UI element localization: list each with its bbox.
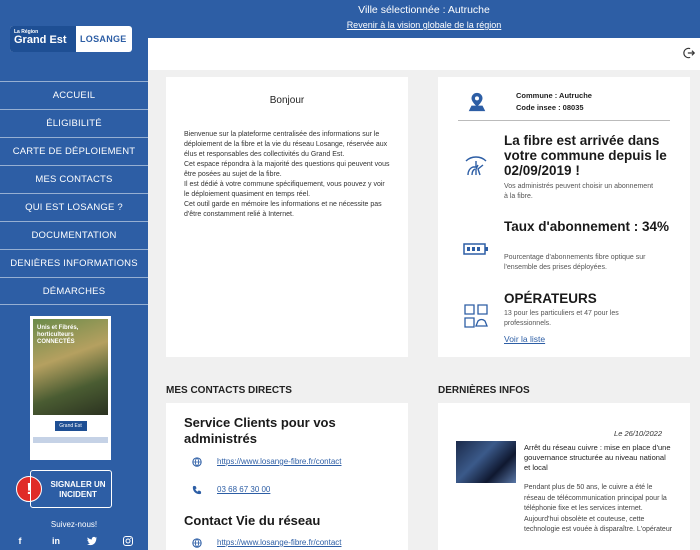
news-image[interactable] <box>456 441 516 483</box>
service-clients-title: Service Clients pour vos administrés <box>184 415 336 446</box>
nav-documentation[interactable]: DOCUMENTATION <box>0 221 148 249</box>
top-bar <box>148 0 700 38</box>
commune-insee: Code insee : 08035 <box>516 103 584 112</box>
facebook-icon[interactable]: f <box>18 536 22 546</box>
poster-caption: Unis et Fibrés, horticulteurs CONNECTÉS <box>37 325 79 345</box>
instagram-icon[interactable] <box>122 535 134 547</box>
network-contact-title: Contact Vie du réseau <box>184 513 321 528</box>
subscription-rate-subtitle: Pourcentage d'abonnements fibre optique sur l'ensemble des prises déployées. <box>504 254 646 271</box>
sub-bar <box>148 38 700 70</box>
nav-mes-contacts[interactable]: MES CONTACTS <box>0 165 148 193</box>
follow-label: Suivez-nous! <box>50 520 98 529</box>
nav-eligibilite[interactable]: ÉLIGIBILITÉ <box>0 109 148 137</box>
news-date: Le 26/10/2022 <box>614 429 662 438</box>
losange-logo: LOSANGE <box>80 34 127 44</box>
commune-name: Commune : Autruche <box>516 91 592 100</box>
phone-icon <box>192 485 202 495</box>
logout-icon[interactable] <box>682 46 696 60</box>
globe-icon <box>192 457 202 467</box>
main-nav <box>0 81 148 305</box>
service-clients-link[interactable]: https://www.losange-fibre.fr/contact <box>217 457 342 466</box>
report-incident-button[interactable]: SIGNALER UN INCIDENT <box>30 470 112 508</box>
fibre-arrival-subtitle: Vos administrés peuvent choisir un abonnement à la fibre. <box>504 183 654 200</box>
map-pin-icon <box>466 91 488 113</box>
twitter-icon[interactable] <box>86 535 98 547</box>
fibre-hand-icon <box>462 153 490 181</box>
service-clients-phone[interactable]: 03 68 67 30 00 <box>217 485 271 494</box>
campaign-poster[interactable] <box>30 316 111 460</box>
commune-header <box>458 87 670 121</box>
news-card <box>438 403 690 550</box>
nav-demarches[interactable]: DÉMARCHES <box>0 277 148 305</box>
news-body: Pendant plus de 50 ans, le cuivre a été le réseau de télécommunication principal pour la téléphonie fixe et les services internet. Aujourd'hui obsolète et couteuse, cette technologie est vouée à disparaître. L'opérateur <box>524 484 673 533</box>
social-links <box>14 535 134 547</box>
welcome-title: Bonjour <box>269 95 305 106</box>
welcome-paragraph: Il est dédié à votre commune spécifiquement, vous pouvez y voir le déploiement quasiment en temps réel. <box>184 181 385 198</box>
nav-carte-deploiement[interactable]: CARTE DE DÉPLOIEMENT <box>0 137 148 165</box>
poster-brand: Grand Est <box>55 421 87 431</box>
operators-subtitle: 13 pour les particuliers et 47 pour les professionnels. <box>504 310 619 327</box>
welcome-card <box>166 77 408 357</box>
grand-est-logo <box>10 26 76 52</box>
news-title[interactable]: Arrêt du réseau cuivre : mise en place d'une gouvernance structurée au niveau national et local <box>524 443 671 472</box>
welcome-paragraph: Cet outil garde en mémoire les informations et ne nécessite pas d'être constamment relié à Internet. <box>184 201 382 218</box>
fibre-arrival-title: La fibre est arrivée dans votre commune depuis le 02/09/2019 ! <box>504 133 667 178</box>
logo[interactable] <box>10 26 132 52</box>
nav-dernieres-informations[interactable]: DENIÈRES INFORMATIONS <box>0 249 148 277</box>
linkedin-icon[interactable]: in <box>52 536 60 546</box>
selected-city: Ville sélectionnée : Autruche <box>358 4 490 16</box>
news-section-title: DERNIÈRES INFOS <box>438 385 530 396</box>
globe-icon <box>192 538 202 548</box>
logo-region-small: La Région <box>14 29 39 35</box>
network-contact-link[interactable]: https://www.losange-fibre.fr/contact <box>217 538 342 547</box>
operators-list-link[interactable]: Voir la liste <box>504 334 546 344</box>
contacts-card <box>166 403 408 550</box>
nav-qui-est-losange[interactable]: QUI EST LOSANGE ? <box>0 193 148 221</box>
sidebar <box>0 0 148 550</box>
poster-image <box>33 319 108 415</box>
poster-footer <box>33 437 108 443</box>
back-to-region-link[interactable]: Revenir à la vision globale de la région <box>346 20 502 30</box>
nav-accueil[interactable]: ACCUEIL <box>0 81 148 109</box>
welcome-paragraph: Bienvenue sur la plateforme centralisée des informations sur le déploiement de la fibre et la vie du réseau Losange, réservée aux élus et responsables des collectivités du Grand Est. <box>184 131 388 158</box>
commune-card <box>438 77 690 357</box>
operators-icon <box>462 301 490 329</box>
contacts-section-title: MES CONTACTS DIRECTS <box>166 385 292 396</box>
logo-region: Grand Est <box>14 34 67 46</box>
warning-icon: ! <box>16 476 42 502</box>
battery-icon <box>462 235 490 263</box>
subscription-rate-title: Taux d'abonnement : 34% <box>504 219 669 234</box>
welcome-paragraph: Cet espace répondra à la majorité des questions qui peuvent vous être posées au sujet de la fibre. <box>184 161 390 178</box>
operators-title: OPÉRATEURS <box>504 291 597 306</box>
